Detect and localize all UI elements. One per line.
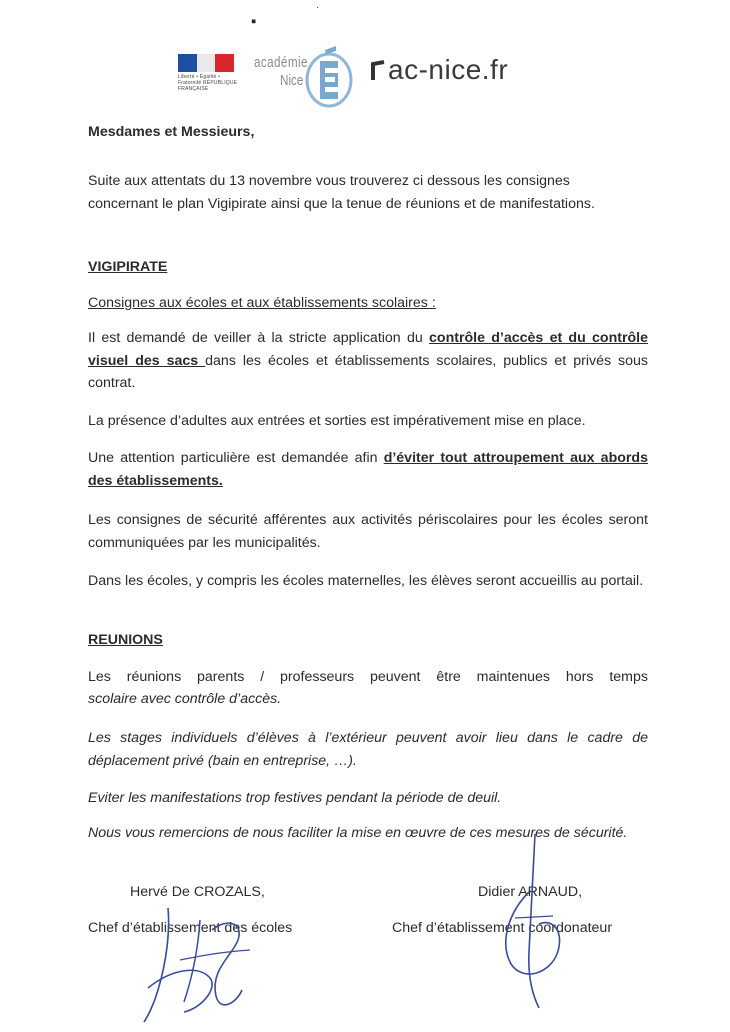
signatory-2-name: Didier ARNAUD,: [478, 884, 583, 900]
intro-paragraph: Suite aux attentats du 13 novembre vous trouverez ci dessous les consignes concernant le plan Vigipirate ainsi que la tenue de réunions et de manifestations.: [88, 173, 595, 212]
p1-text-a: Il est demandé de veiller à la stricte application du: [88, 330, 430, 346]
paragraph-attroupement: [88, 447, 648, 492]
paragraph-stages: Les stages individuels d’élèves à l’extérieur peuvent avoir lieu dans le cadre de déplacement privé (bain en entreprise, …).: [88, 730, 648, 769]
p3-text-a: Une attention particulière est demandée afin: [88, 450, 384, 466]
signature-arnaud: [495, 832, 585, 1012]
p1-text-c: dans les écoles et établissements scolaires, publics et privés sous contrat.: [88, 352, 648, 391]
signatory-1-role: Chef d’établissement des écoles: [88, 920, 293, 936]
republique-francaise-logo: [178, 54, 238, 90]
p1-text-emphasis: contrôle d’accès et du contrôle visuel des sacs: [88, 330, 648, 369]
section-subtitle-consignes: Consignes aux écoles et aux établissements scolaires :: [88, 295, 436, 311]
paragraph-maternelles: Dans les écoles, y compris les écoles maternelles, les élèves seront accueillis au portail.: [88, 573, 644, 589]
paragraph-remerciements: Nous vous remercions de nous faciliter la mise en œuvre de ces mesures de sécurité.: [88, 825, 628, 841]
paragraph-manifestations: Eviter les manifestations trop festives pendant la période de deuil.: [88, 790, 502, 806]
letterhead: [178, 40, 538, 102]
academie-word: académie: [254, 54, 308, 71]
salutation: Mesdames et Messieurs,: [88, 124, 255, 140]
p3-text-emphasis: d’éviter tout attroupement aux abords des établissements.: [88, 450, 648, 489]
paragraph-reunions-b: scolaire avec contrôle d’accès.: [88, 691, 282, 707]
paragraph-presence-adultes: La présence d’adultes aux entrées et sorties est impérativement mise en place.: [88, 413, 586, 429]
signatory-2-role: Chef d’établissement coordonateur: [392, 920, 613, 936]
scan-speck: ▪: [251, 13, 257, 30]
paragraph-controle-acces: [88, 327, 648, 395]
rf-logo-text: Liberté • Égalité • Fraternité RÉPUBLIQUE FRANÇAISE: [178, 74, 238, 92]
signature-crozals: [140, 900, 260, 1025]
academie-city: Nice: [280, 72, 304, 89]
ac-nice-site: ac-nice.fr: [388, 54, 509, 85]
section-title-reunions: REUNIONS: [88, 632, 163, 648]
scan-speck: ·: [316, 2, 320, 13]
paragraph-reunions-a: Les réunions parents / professeurs peuvent être maintenues hors temps: [88, 669, 648, 685]
signatory-1-name: Hervé De CROZALS,: [130, 884, 265, 900]
section-title-vigipirate: VIGIPIRATE: [88, 259, 168, 275]
paragraph-periscolaires: Les consignes de sécurité afférentes aux activités périscolaires pour les écoles seront communiquées par les municipalités.: [88, 512, 648, 551]
tricolor-flag-icon: [178, 54, 234, 72]
ac-nice-mark-icon: [371, 60, 385, 82]
academie-nice-logo: [254, 50, 354, 104]
